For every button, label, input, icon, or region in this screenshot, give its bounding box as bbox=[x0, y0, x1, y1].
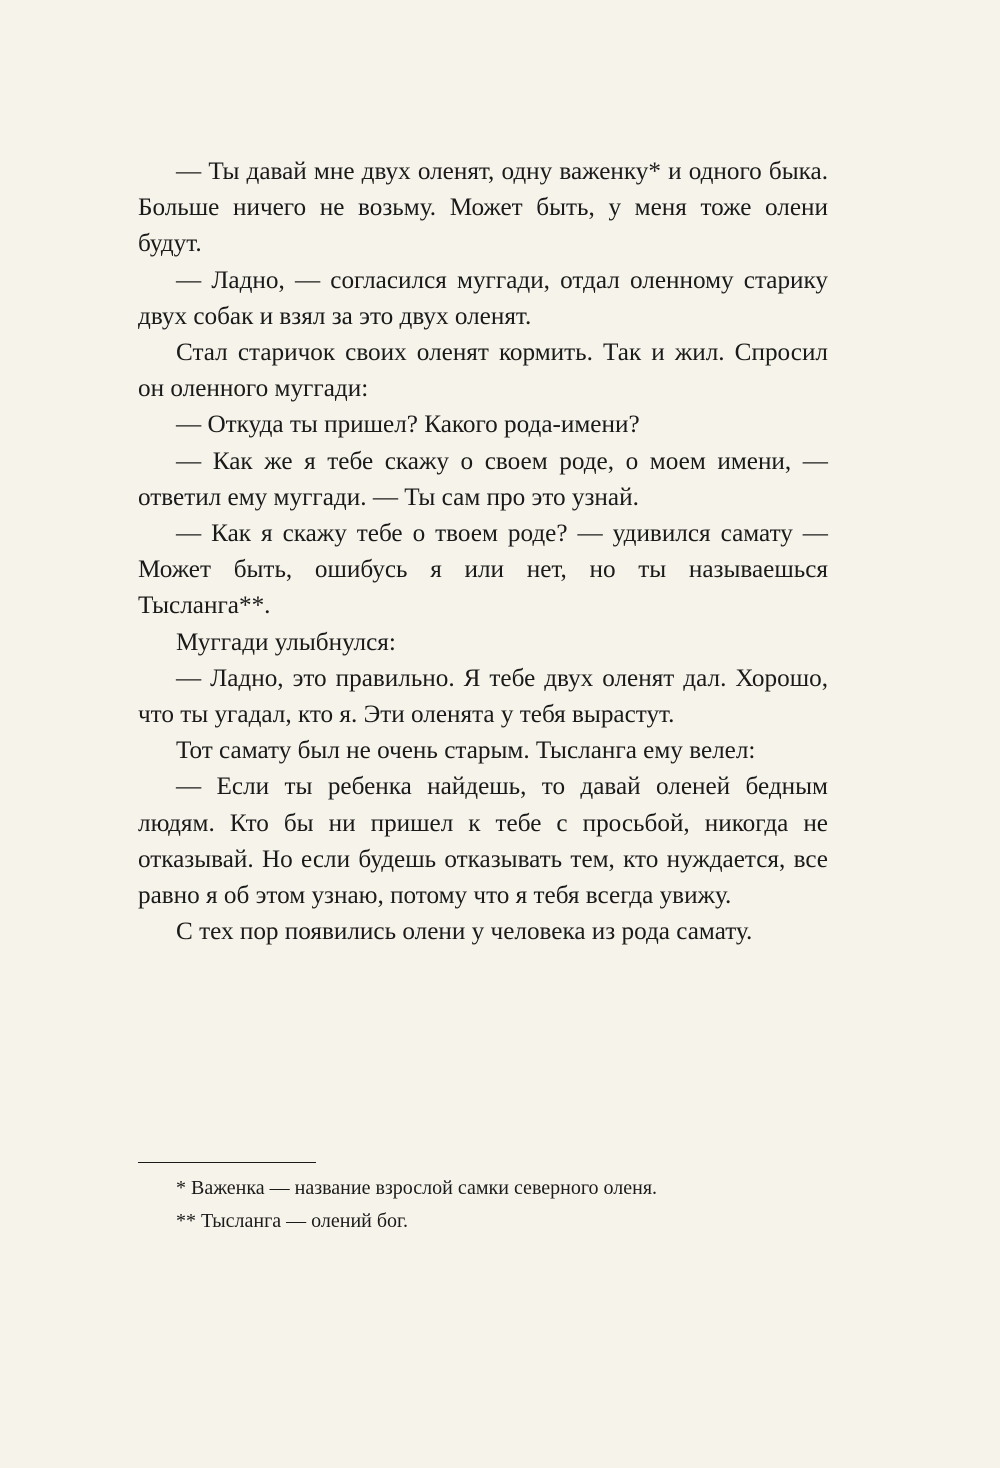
paragraph: Стал старичок своих оленят кормить. Так и жил. Спросил он оленного муггади: bbox=[138, 339, 828, 403]
paragraph: — Ладно, это правильно. Я тебе двух оленят дал. Хорошо, что ты угадал, кто я. Эти оленята у тебя вырастут. bbox=[138, 664, 828, 729]
main-text bbox=[138, 154, 828, 950]
footnote-2: ** Тысланга — олений бог. bbox=[176, 1210, 409, 1232]
paragraph: — Откуда ты пришел? Какого рода-имени? bbox=[176, 411, 640, 439]
paragraph: С тех пор появились олени у человека из рода самату. bbox=[176, 918, 753, 946]
paragraph: — Ладно, — согласился муггади, отдал оленному старику двух собак и взял за это двух оленят. bbox=[138, 266, 828, 330]
paragraph: — Как я скажу тебе о твоем роде? — удивился самату — Может быть, ошибусь я или нет, но ты называешься Тысланга**. bbox=[138, 520, 828, 620]
paragraph: Тот самату был не очень старым. Тысланга ему велел: bbox=[176, 737, 756, 765]
footnote-1: * Важенка — название взрослой самки северного оленя. bbox=[176, 1177, 658, 1199]
footnote-divider bbox=[138, 1162, 316, 1163]
footnotes bbox=[138, 1172, 828, 1238]
paragraph: — Как же я тебе скажу о своем роде, о моем имени, — ответил ему муггади. — Ты сам про это узнай. bbox=[138, 447, 828, 511]
paragraph: Муггади улыбнулся: bbox=[176, 628, 396, 656]
paragraph: — Если ты ребенка найдешь, то давай оленей бедным людям. Кто бы ни пришел к тебе с просьбой, никогда не отказывай. Но если будешь отказывать тем, кто нуждается, все равно я об этом узнаю, потому что я тебя всегда увижу. bbox=[138, 773, 828, 910]
paragraph: — Ты давай мне двух оленят, одну важенку* и одного быка. Больше ничего не возьму. Может быть, у меня тоже олени будут. bbox=[138, 158, 828, 258]
